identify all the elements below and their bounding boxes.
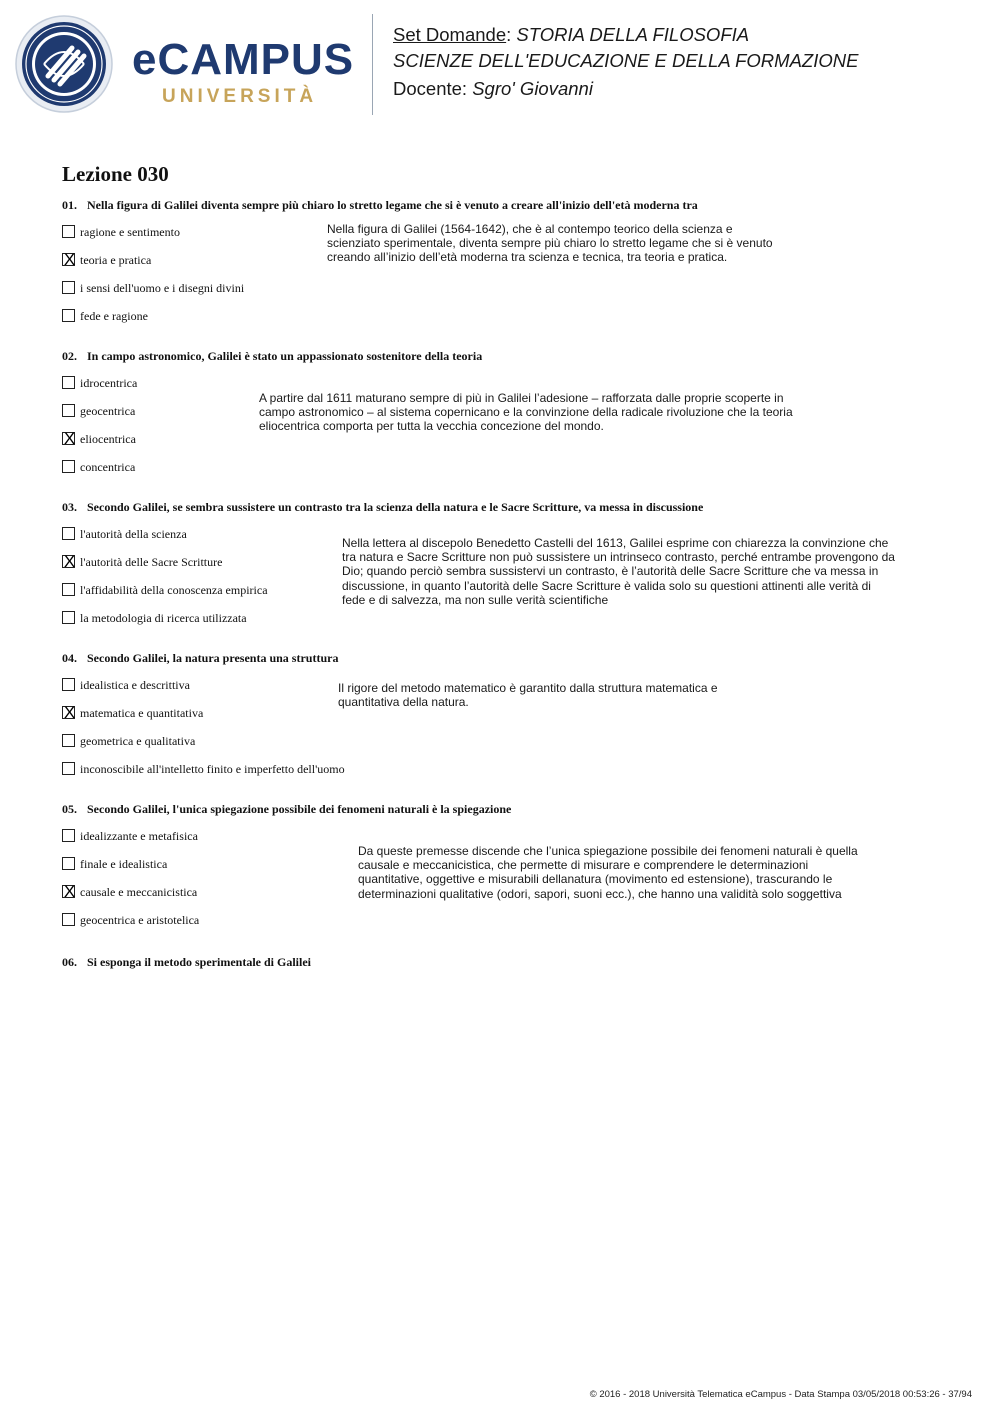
page-footer: © 2016 - 2018 Università Telematica eCampus - Data Stampa 03/05/2018 00:53:26 - 37/94 (589, 1389, 972, 1400)
option-label: finale e idealistica (80, 857, 168, 871)
docente-label: Docente: (393, 78, 473, 99)
explanation-line: quantitative, oggettive e misurabili dellanatura (movimento ed estensione), trascurando le (358, 872, 833, 887)
question-label: Secondo Galilei, se sembra sussistere un contrasto tra la scienza della natura e le Sacre Scritture, va messa in discussione (87, 500, 704, 514)
header-divider (372, 14, 373, 115)
question-text (62, 500, 703, 515)
answer-explanation (338, 681, 718, 709)
question-number: 06. (62, 955, 77, 969)
checkbox-icon[interactable] (62, 309, 75, 322)
checkbox-icon[interactable] (62, 376, 75, 389)
check-mark: X (63, 552, 76, 571)
explanation-line: tra natura e Sacre Scritture non può sussistere un intrinseco contrasto, perché entrambe provengono da (342, 550, 895, 565)
checked-checkbox-icon[interactable] (62, 882, 76, 901)
explanation-line: campo astronomico – al sistema copernicano e la convinzione della radicale rivoluzione che la teoria (259, 405, 793, 420)
checkbox-icon[interactable] (62, 678, 75, 691)
logo-wordmark: eCAMPUS (132, 35, 355, 84)
checkbox-icon[interactable] (62, 611, 75, 624)
checkbox-icon[interactable] (62, 913, 75, 926)
option-label: causale e meccanicistica (80, 885, 198, 899)
checkbox-icon[interactable] (62, 527, 75, 540)
checkbox-icon[interactable] (62, 281, 75, 294)
question-text (62, 955, 311, 970)
checkbox-icon[interactable] (62, 225, 75, 238)
option-label: idealistica e descrittiva (80, 678, 190, 692)
option-label: inconoscibile all'intelletto finito e imperfetto dell'uomo (80, 762, 345, 776)
answer-explanation (358, 844, 858, 901)
explanation-line: Dio; quando perciò sembra sussistervi un contrasto, è l’autorità delle Sacre Scritture che va messa in (342, 564, 879, 579)
option-label: la metodologia di ricerca utilizzata (80, 611, 247, 625)
explanation-line: Nella lettera al discepolo Benedetto Castelli del 1613, Galilei esprime con chiarezza la convinzione che (342, 536, 889, 550)
check-mark: X (63, 429, 76, 448)
option-label: i sensi dell'uomo e i disegni divini (80, 281, 245, 295)
option-label: eliocentrica (80, 432, 136, 446)
header-docente-line (393, 78, 593, 100)
docente-name: Sgro' Giovanni (472, 78, 593, 99)
question-label: In campo astronomico, Galilei è stato un appassionato sostenitore della teoria (87, 349, 483, 363)
question-label: Si esponga il metodo sperimentale di Galilei (87, 955, 311, 969)
explanation-line: Nella figura di Galilei (1564-1642), che è al contempo teorico della scienza e (327, 222, 733, 236)
explanation-line: Il rigore del metodo matematico è garantito dalla struttura matematica e (338, 681, 718, 695)
checkbox-icon[interactable] (62, 404, 75, 417)
checkbox-icon[interactable] (62, 762, 75, 775)
course-title: STORIA DELLA FILOSOFIA (516, 24, 750, 45)
set-domande-label: Set Domande (393, 24, 507, 45)
question-text (62, 651, 338, 666)
answer-explanation (327, 222, 773, 265)
logo-subtitle: UNIVERSITÀ (162, 86, 318, 107)
option-label: idealizzante e metafisica (80, 829, 198, 843)
question-label: Nella figura di Galilei diventa sempre più chiaro lo stretto legame che si è venuto a creare all'inizio dell'età moderna tra (87, 198, 698, 212)
option-label: concentrica (80, 460, 136, 474)
option-label: matematica e quantitativa (80, 706, 204, 720)
checked-checkbox-icon[interactable] (62, 429, 76, 448)
ecampus-logo (14, 14, 359, 118)
question-label: Secondo Galilei, l'unica spiegazione possibile dei fenomeni naturali è la spiegazione (87, 802, 512, 816)
option-label: geocentrica (80, 404, 136, 418)
option-label: idrocentrica (80, 376, 138, 390)
check-mark: X (63, 250, 76, 269)
question-text (62, 349, 482, 364)
option-label: geometrica e qualitativa (80, 734, 196, 748)
question-number: 03. (62, 500, 77, 514)
question-text (62, 802, 511, 817)
explanation-line: scienziato sperimentale, diventa sempre più chiaro lo stretto legame che si è venuto (327, 236, 773, 251)
option-label: ragione e sentimento (80, 225, 180, 239)
question-text (62, 198, 698, 213)
option-label: l'affidabilità della conoscenza empirica (80, 583, 268, 597)
checkbox-icon[interactable] (62, 460, 75, 473)
checkbox-icon[interactable] (62, 734, 75, 747)
question-number: 05. (62, 802, 77, 816)
option-label: geocentrica e aristotelica (80, 913, 200, 927)
option-label: teoria e pratica (80, 253, 152, 267)
checkbox-icon[interactable] (62, 829, 75, 842)
checkbox-icon[interactable] (62, 583, 75, 596)
explanation-line: eliocentrica comporta per tutta la vecchia concezione del mondo. (259, 419, 604, 434)
degree-title: SCIENZE DELL'EDUCAZIONE E DELLA FORMAZIONE (393, 50, 859, 71)
checkbox-icon[interactable] (62, 857, 75, 870)
explanation-line: creando all’inizio dell’età moderna tra scienza e tecnica, tra teoria e pratica. (327, 250, 728, 265)
check-mark: X (63, 882, 76, 901)
option-label: fede e ragione (80, 309, 148, 323)
question-number: 01. (62, 198, 77, 212)
explanation-line: quantitativa della natura. (338, 695, 469, 710)
question-label: Secondo Galilei, la natura presenta una struttura (87, 651, 339, 665)
checked-checkbox-icon[interactable] (62, 703, 76, 722)
checked-checkbox-icon[interactable] (62, 552, 76, 571)
question-number: 02. (62, 349, 77, 363)
explanation-line: fede e di salvezza, ma non sulle verità scientifiche (342, 592, 609, 607)
lesson-title: Lezione 030 (62, 162, 169, 186)
header-course-line: Set Domande: STORIA DELLA FILOSOFIA (393, 24, 750, 45)
option-label: l'autorità delle Sacre Scritture (80, 555, 223, 569)
explanation-line: discussione, in quanto l’autorità delle Sacre Scritture è valida solo su questioni attinenti alle verità di (342, 578, 871, 593)
answer-explanation (342, 536, 895, 607)
checked-checkbox-icon[interactable] (62, 250, 76, 269)
question-number: 04. (62, 651, 77, 665)
explanation-line: Da queste premesse discende che l’unica spiegazione possibile dei fenomeni naturali è quella (358, 844, 858, 858)
answer-explanation (259, 391, 793, 434)
explanation-line: A partire dal 1611 maturano sempre di più in Galilei l’adesione – rafforzata dalle proprie scoperte in (259, 391, 784, 405)
explanation-line: determinazioni qualitative (odori, sapori, suoni ecc.), che hanno una validità solo soggettiva (358, 886, 842, 901)
option-label: l'autorità della scienza (80, 527, 187, 541)
explanation-line: causale e meccanicistica, che permette di misurare e comprendere le determinazioni (358, 858, 809, 873)
check-mark: X (63, 703, 76, 722)
